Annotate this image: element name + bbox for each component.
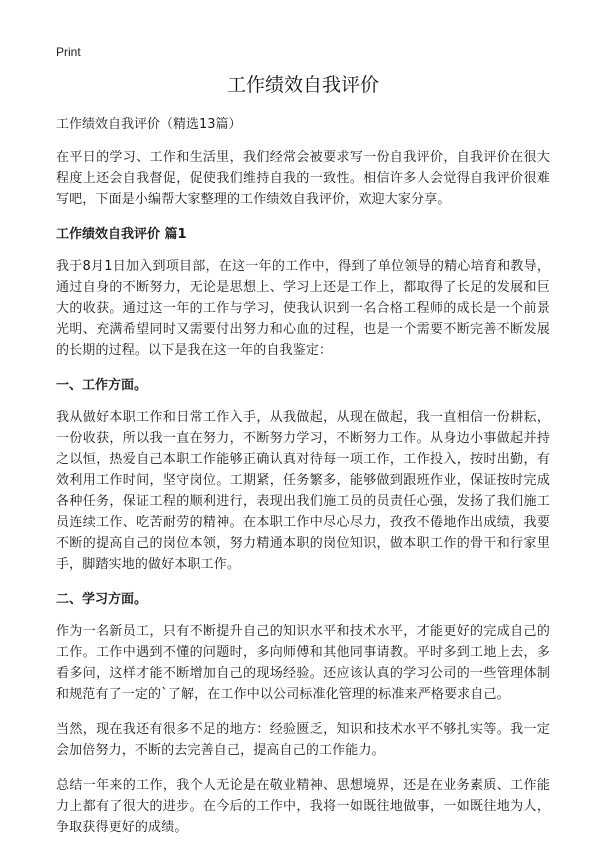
document-subtitle: 工作绩效自我评价（精选13篇） — [56, 117, 242, 132]
article-heading: 工作绩效自我评价 篇1 — [56, 227, 187, 242]
shortcomings-paragraph: 当然，现在我还有很多不足的地方：经验匮乏，知识和技术水平不够扎实等。我一定会加倍努力，不断的去完善自己，提高自己的工作能力。 — [56, 722, 550, 758]
study-paragraph: 作为一名新员工，只有不断提升自己的知识水平和技术水平，才能更好的完成自己的工作。工作中遇到不懂的问题时，多向师傅和其他同事请教。平时多到工地上去，多看多问，这样才能不断增加自己的现场经验。还应该认真的学习公司的一些管理体制和规范有了一定的`了解，在工作中以公司标准化管理的标准来严格要求自己。 — [56, 624, 550, 702]
page-title: 工作绩效自我评价 — [226, 74, 379, 96]
intro-paragraph: 在平日的学习、工作和生活里，我们经常会被要求写一份自我评价，自我评价在很大程度上还会自我督促，促使我们维持自我的一致性。相信许多人会觉得自我评价很难写吧，下面是小编帮大家整理的工作绩效自我评价，欢迎大家分享。 — [56, 150, 550, 207]
opening-paragraph: 我于8月1日加入到项目部，在这一年的工作中，得到了单位领导的精心培育和教导，通过自身的不断努力，无论是思想上、学习上还是工作上，都取得了长足的发展和巨大的收获。通过这一年的工作与学习，使我认识到一名合格工程师的成长是一个前景光明、充满希望同时又需要付出努力和心血的过程，也是一个需要不断完善不断发展的长期的过程。以下是我在这一年的自我鉴定： — [56, 259, 550, 358]
work-paragraph: 我从做好本职工作和日常工作入手，从我做起，从现在做起，我一直相信一份耕耘，一份收获，所以我一直在努力，不断努力学习，不断努力工作。从身边小事做起并持之以恒，热爱自己本职工作能够正确认真对待每一项工作，工作投入，按时出勤，有效利用工作时间，坚守岗位。工期紧，任务繁多，能够做到跟班作业，保证按时完成各种任务，保证工程的顺利进行，表现出我们施工员的员责任心强，发扬了我们施工员连续工作、吃苦耐劳的精神。在本职工作中尽心尽力，孜孜不倦地作出成绩，我要不断的提高自己的岗位本领，努力精通本职的岗位知识，做本职工作的骨干和行家里手，脚踏实地的做好本职工作。 — [56, 410, 550, 572]
document-page — [56, 44, 550, 852]
section-heading-study: 二、学习方面。 — [56, 592, 148, 607]
section-heading-work: 一、工作方面。 — [56, 378, 148, 393]
summary-paragraph: 总结一年来的工作，我个人无论是在敬业精神、思想境界，还是在业务素质、工作能力上都有了很大的进步。在今后的工作中，我将一如既往地做事，一如既往地为人，争取获得更好的成绩。 — [56, 778, 550, 835]
print-link[interactable]: Print — [56, 45, 81, 59]
